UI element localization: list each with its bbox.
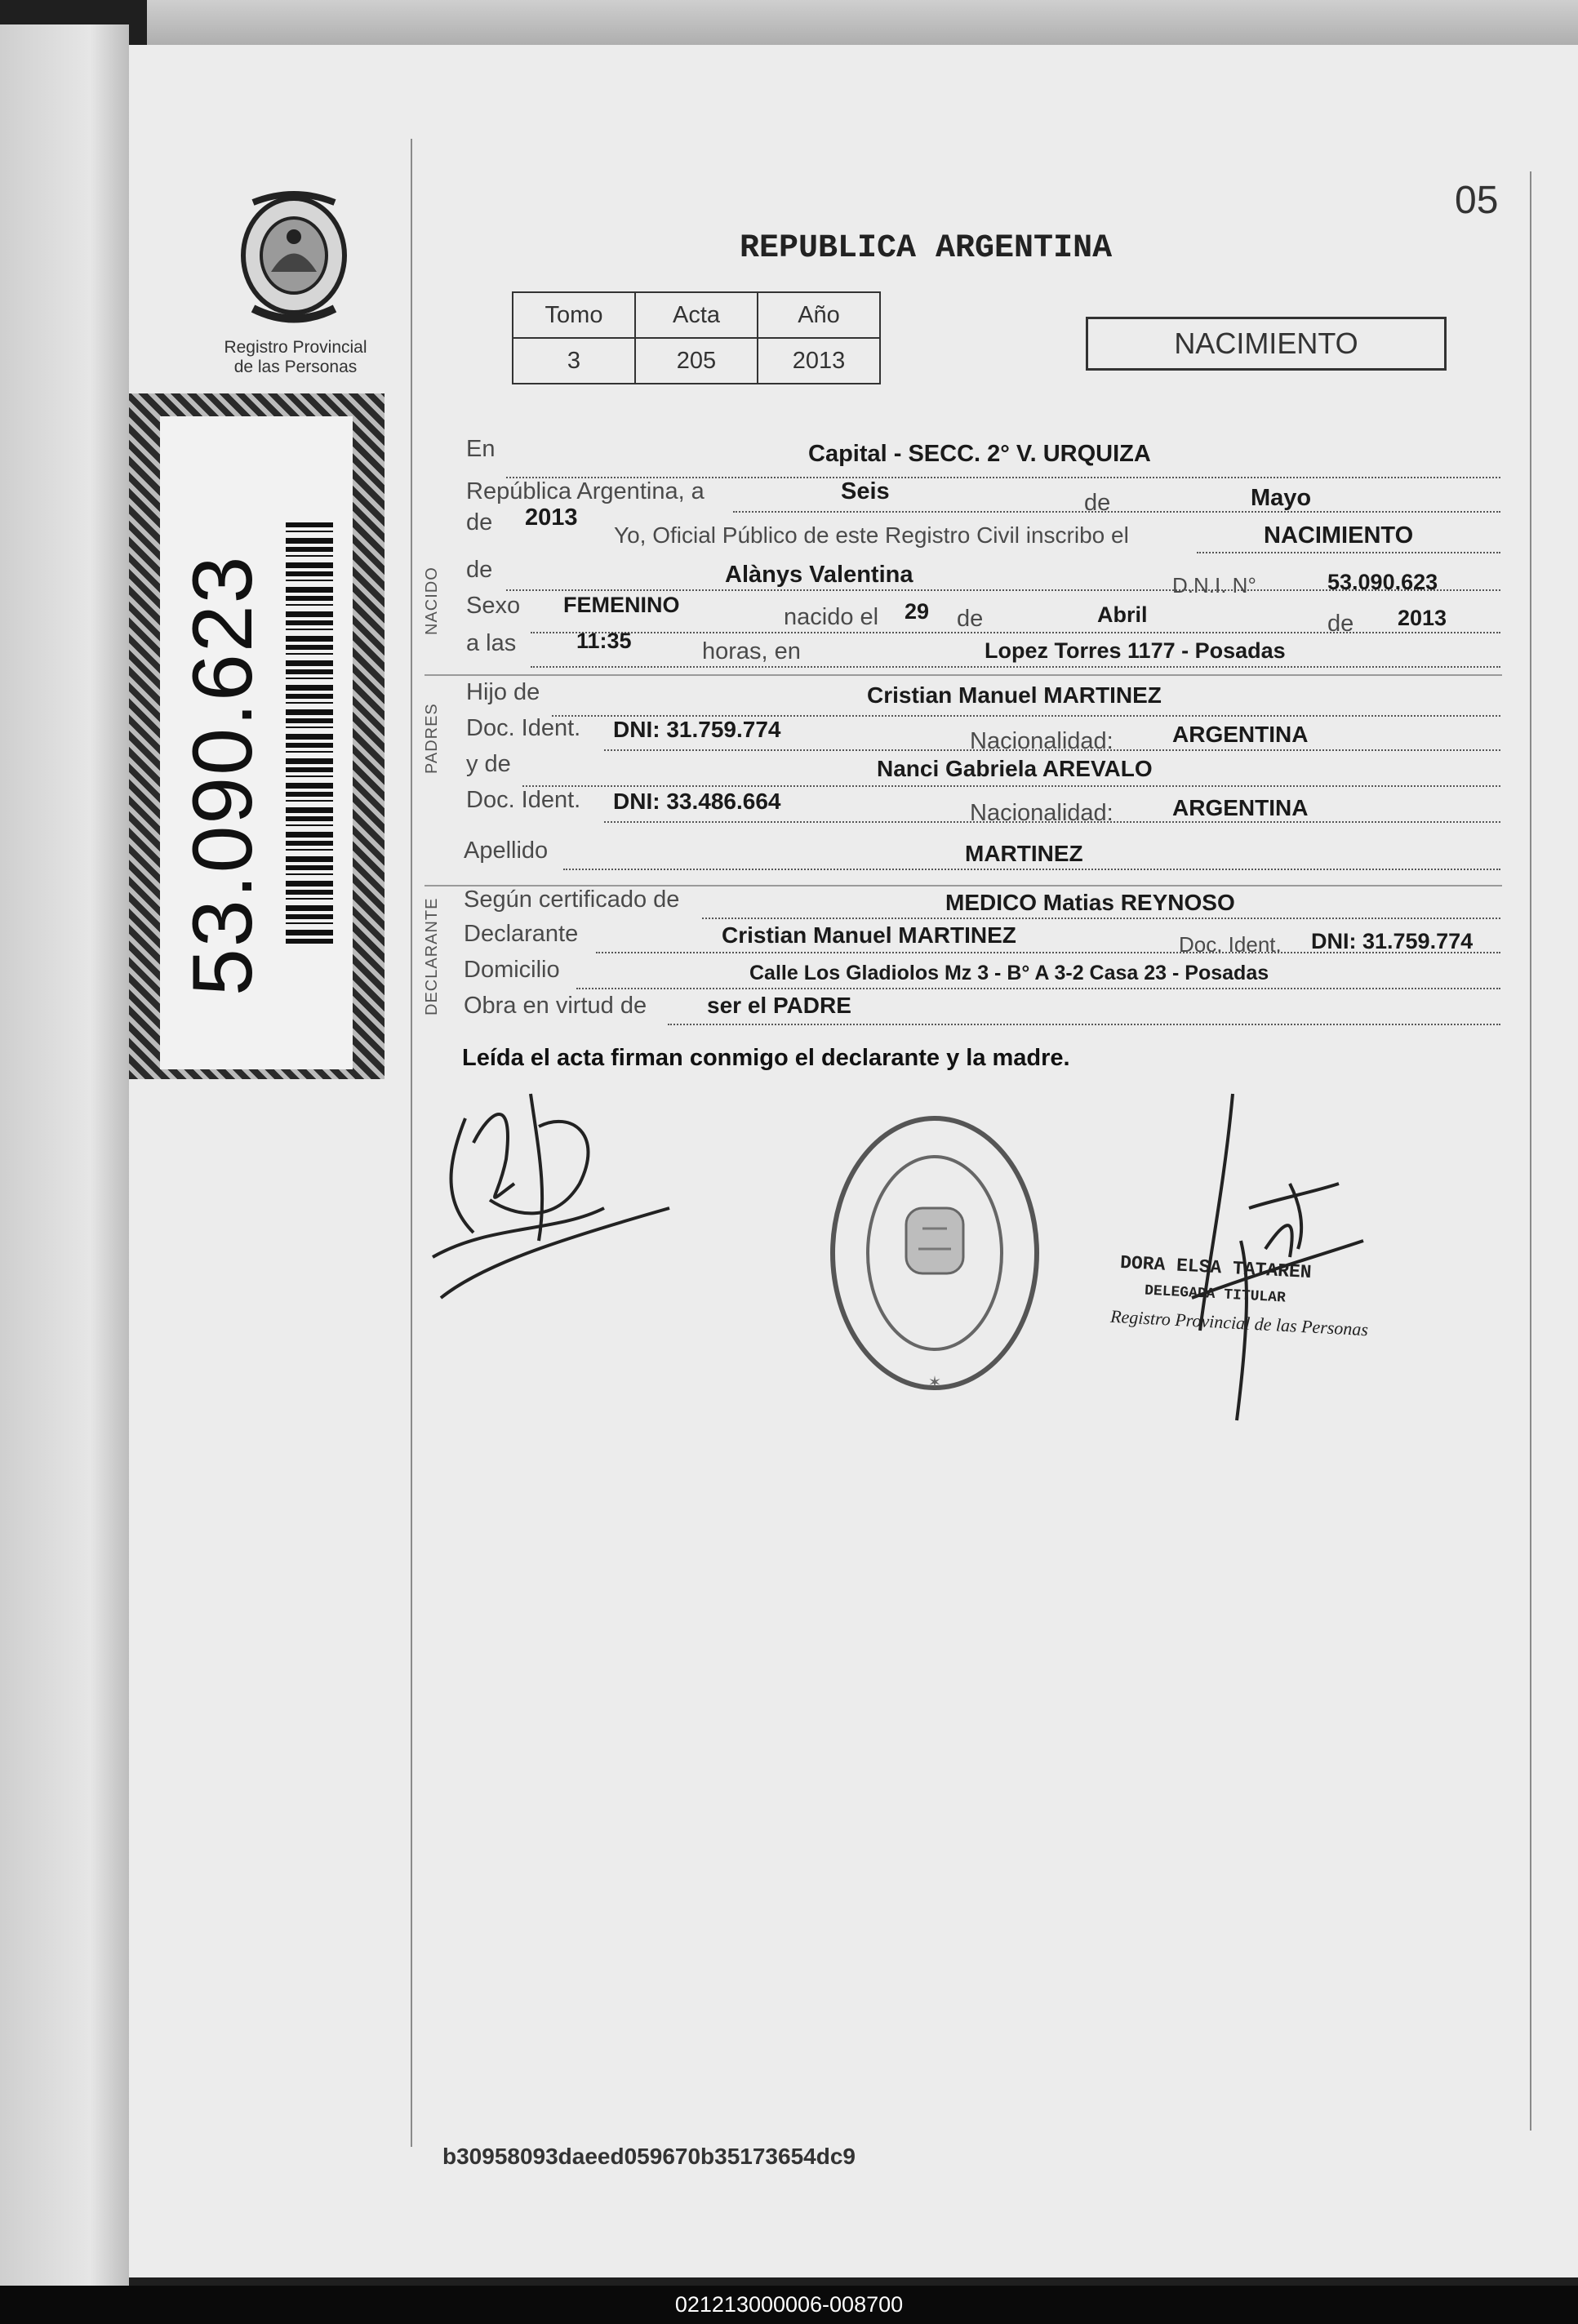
label-horas-en: horas, en (702, 638, 801, 664)
label-hijo-de: Hijo de (466, 679, 540, 705)
right-margin-rule (1530, 171, 1531, 2131)
left-margin-rule (411, 139, 412, 2147)
label-de-anio: de (466, 509, 493, 535)
value-mes: Mayo (1251, 485, 1312, 511)
label-domicilio: Domicilio (464, 957, 560, 983)
value-nac-mes: Abril (1097, 602, 1148, 627)
value-anio: 2013 (525, 504, 578, 531)
dotted-line (1197, 552, 1500, 553)
label-y-de: y de (466, 751, 511, 777)
table-value-acta: 205 (635, 338, 758, 384)
table-header-anio: Año (758, 292, 880, 338)
label-nacionalidad-padre: Nacionalidad: (970, 728, 1113, 754)
value-madre: Nanci Gabriela AREVALO (877, 756, 1153, 781)
registry-name: Registro Provincial de las Personas (224, 338, 367, 376)
label-apellido: Apellido (464, 838, 549, 864)
value-nac-dia: 29 (905, 599, 930, 624)
value-obra: ser el PADRE (707, 993, 851, 1018)
official-name: DORA ELSA TATAREN (1119, 1251, 1313, 1284)
scan-id-bar (0, 2286, 1578, 2324)
label-en: En (466, 436, 496, 462)
dotted-line (604, 749, 1500, 751)
label-doc-madre: Doc. Ident. (466, 787, 581, 813)
value-nacionalidad-padre: ARGENTINA (1172, 722, 1309, 747)
dotted-line (576, 988, 1500, 989)
svg-text:✶: ✶ (927, 1372, 942, 1392)
value-nac-anio: 2013 (1398, 606, 1447, 630)
label-de: de (1084, 490, 1111, 516)
label-dni: D.N.I. N° (1172, 573, 1256, 598)
table-value-anio: 2013 (758, 338, 880, 384)
value-sexo: FEMENINO (563, 593, 680, 617)
record-type-box: NACIMIENTO (1086, 317, 1447, 371)
table-value-tomo: 3 (513, 338, 635, 384)
declarant-signature (416, 1061, 678, 1306)
label-nacionalidad-madre: Nacionalidad: (970, 800, 1113, 826)
dotted-line (604, 821, 1500, 823)
section-label-declarante: DECLARANTE (423, 897, 441, 1015)
dotted-line (702, 918, 1500, 919)
registry-table (512, 291, 881, 384)
label-de-mes: de (957, 606, 984, 632)
value-lugar-inscripcion: Capital - SECC. 2° V. URQUIZA (808, 441, 1151, 467)
value-padre: Cristian Manuel MARTINEZ (867, 682, 1162, 708)
value-nacionalidad-madre: ARGENTINA (1172, 795, 1309, 820)
value-domicilio: Calle Los Gladiolos Mz 3 - B° A 3-2 Casa 23 - Posadas (749, 962, 1269, 984)
value-dni: 53.090.623 (1327, 570, 1438, 594)
official-stamp (816, 1098, 1053, 1408)
dotted-line (522, 785, 1500, 787)
label-de-anio-nac: de (1327, 611, 1354, 637)
left-book-page (0, 24, 129, 2286)
value-doc-padre: DNI: 31.759.774 (613, 717, 781, 742)
label-obra: Obra en virtud de (464, 993, 647, 1019)
label-doc-declarante: Doc. Ident. (1179, 932, 1282, 957)
side-number: 53.090.623 (176, 554, 270, 996)
dotted-line (531, 632, 1500, 633)
label-de-nombre: de (466, 557, 493, 583)
value-doc-madre: DNI: 33.486.664 (613, 789, 781, 814)
dotted-line (563, 869, 1500, 870)
label-nacido-el: nacido el (784, 604, 879, 630)
value-nombre: Alànys Valentina (725, 562, 913, 588)
official-title: DELEGADA TITULAR (1144, 1282, 1287, 1307)
value-certificado: MEDICO Matias REYNOSO (945, 890, 1235, 915)
label-inscribo: Yo, Oficial Público de este Registro Civil inscribo el (614, 522, 1129, 548)
barcode (286, 522, 333, 947)
dotted-line (596, 952, 1500, 953)
official-office: Registro Provincial de las Personas (1109, 1305, 1369, 1340)
scan-id: 021213000006-008700 (674, 2292, 904, 2317)
page-number: 05 (1455, 179, 1499, 222)
dotted-line (733, 511, 1500, 513)
value-apellido: MARTINEZ (965, 841, 1083, 866)
section-label-nacido: NACIDO (423, 567, 441, 635)
label-republica: República Argentina, a (466, 478, 705, 504)
value-doc-declarante: DNI: 31.759.774 (1311, 929, 1474, 953)
label-declarante: Declarante (464, 921, 579, 947)
section-label-padres: PADRES (423, 703, 441, 774)
value-hora: 11:35 (576, 629, 632, 653)
label-certificado: Según certificado de (464, 886, 680, 913)
label-doc-padre: Doc. Ident. (466, 715, 581, 741)
value-dia: Seis (841, 478, 890, 504)
value-declarante: Cristian Manuel MARTINEZ (722, 922, 1016, 948)
label-sexo: Sexo (466, 593, 521, 619)
value-inscribo: NACIMIENTO (1264, 522, 1414, 549)
header-title: REPUBLICA ARGENTINA (740, 230, 1113, 267)
table-header-acta: Acta (635, 292, 758, 338)
label-a-las: a las (466, 630, 517, 656)
dotted-line (668, 1024, 1500, 1025)
table-header-tomo: Tomo (513, 292, 635, 338)
closing-text: Leída el acta firman conmigo el declarante y la madre. (462, 1045, 1070, 1071)
province-seal-icon (229, 186, 359, 333)
dotted-line (531, 666, 1500, 668)
section-divider (425, 674, 1502, 676)
hash-code: b30958093daeed059670b35173654dc9 (442, 2144, 856, 2169)
value-lugar-nacimiento: Lopez Torres 1177 - Posadas (985, 638, 1286, 663)
